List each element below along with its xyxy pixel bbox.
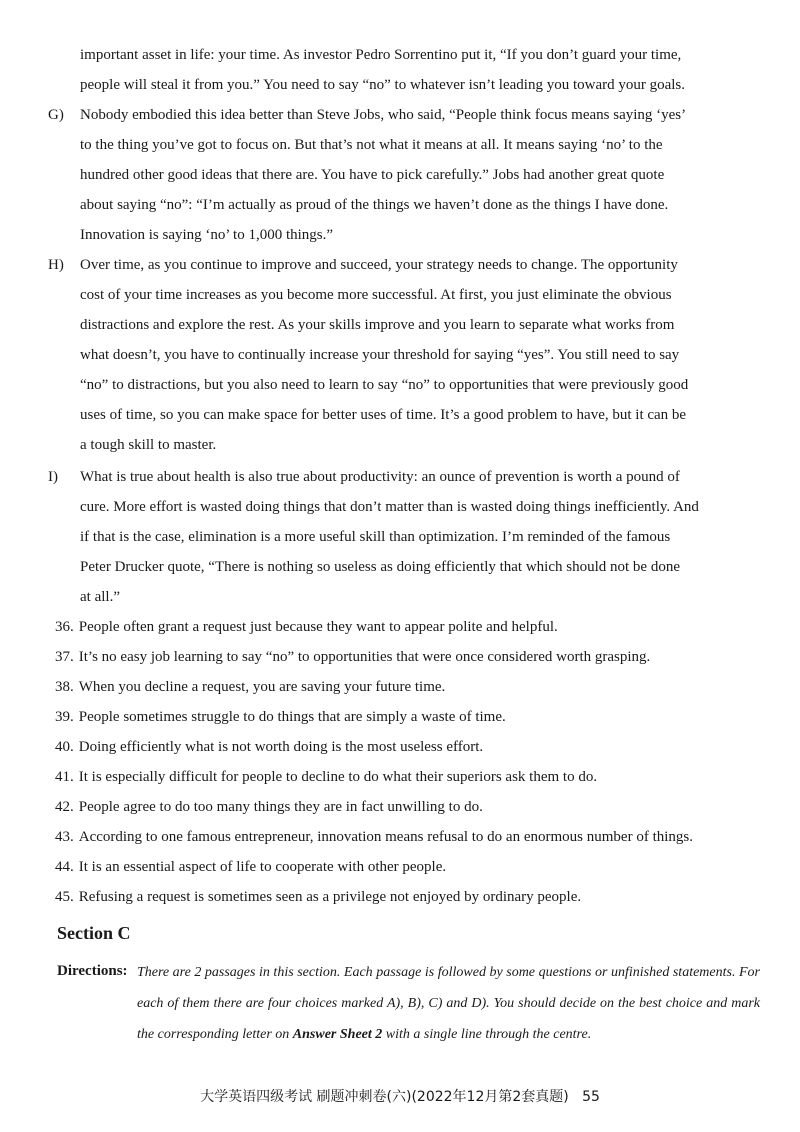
question-number: 44. <box>55 859 74 875</box>
paragraph-h <box>48 250 760 460</box>
paragraph-line: important asset in life: your time. As investor Pedro Sorrentino put it, “If you don’t guard your time, <box>80 47 682 63</box>
question-item <box>55 612 767 642</box>
page-number: 55 <box>582 1089 600 1105</box>
question-text: It’s no easy job learning to say “no” to opportunities that were once considered worth grasping. <box>78 649 651 665</box>
paragraph-line: what doesn’t, you have to continually increase your threshold for saying “yes”. You still need to say <box>80 347 680 363</box>
paragraph-line: people will steal it from you.” You need to say “no” to whatever isn’t leading you toward your goals. <box>80 77 686 93</box>
question-item <box>55 702 767 732</box>
paragraph-line: Over time, as you continue to improve and succeed, your strategy needs to change. The opportunity <box>80 257 678 273</box>
question-item <box>55 852 767 882</box>
paragraph-line: Nobody embodied this idea better than Steve Jobs, who said, “People think focus means saying ‘yes’ <box>80 107 687 123</box>
paragraph-continuation <box>48 40 760 100</box>
question-item <box>55 882 767 912</box>
paragraph-line: a tough skill to master. <box>80 437 217 453</box>
question-text: When you decline a request, you are saving your future time. <box>78 679 446 695</box>
question-item <box>55 672 767 702</box>
answer-sheet-reference: Answer Sheet 2 <box>292 1027 383 1042</box>
paragraph-line: Innovation is saying ‘no’ to 1,000 things.” <box>80 227 334 243</box>
question-number: 45. <box>55 889 74 905</box>
question-list <box>55 612 767 912</box>
question-item <box>55 762 767 792</box>
directions-text-part: There are 2 passages in this section. Each passage is followed by some questions or unfinished statements. For each of them there are four choices marked A), B), C) and D). You should decide on the best choice and mark the corresponding letter on <box>137 965 760 1042</box>
question-number: 42. <box>55 799 74 815</box>
footer-title: 大学英语四级考试 刷题冲刺卷(六)(2022年12月第2套真题) <box>200 1089 569 1105</box>
section-title: Section C <box>57 923 131 943</box>
question-number: 37. <box>55 649 74 665</box>
question-item <box>55 822 767 852</box>
paragraph-line: about saying “no”: “I’m actually as proud of the things we haven’t done as the things I have done. <box>80 197 669 213</box>
question-text: According to one famous entrepreneur, innovation means refusal to do an enormous number of things. <box>78 829 693 845</box>
question-item <box>55 792 767 822</box>
paragraph-line: to the thing you’ve got to focus on. But that’s not what it means at all. It means saying ‘no’ to the <box>80 137 663 153</box>
question-text: It is especially difficult for people to decline to do what their superiors ask them to do. <box>78 769 598 785</box>
paragraph-line: Peter Drucker quote, “There is nothing so useless as doing efficiently that which should not be done <box>80 559 680 575</box>
directions-label: Directions: <box>57 963 128 979</box>
paragraph-line: hundred other good ideas that there are. You have to pick carefully.” Jobs had another great quote <box>80 167 665 183</box>
directions-text-part: with a single line through the centre. <box>382 1027 592 1042</box>
question-text: People sometimes struggle to do things that are simply a waste of time. <box>78 709 506 725</box>
question-item <box>55 732 767 762</box>
directions-text <box>137 957 760 1050</box>
paragraph-line: cure. More effort is wasted doing things that don’t matter than is wasted doing things inefficiently. And <box>80 499 699 515</box>
question-number: 38. <box>55 679 74 695</box>
question-number: 36. <box>55 619 74 635</box>
paragraph-line: at all.” <box>80 589 120 605</box>
question-number: 40. <box>55 739 74 755</box>
question-number: 39. <box>55 709 74 725</box>
paragraph-line: “no” to distractions, but you also need to learn to say “no” to opportunities that were previously good <box>80 377 689 393</box>
paragraph-label: I) <box>48 469 58 485</box>
question-text: People agree to do too many things they are in fact unwilling to do. <box>78 799 483 815</box>
question-item <box>55 642 767 672</box>
question-text: Doing efficiently what is not worth doing is the most useless effort. <box>78 739 484 755</box>
question-text: People often grant a request just because they want to appear polite and helpful. <box>78 619 558 635</box>
paragraph-line: if that is the case, elimination is a more useful skill than optimization. I’m reminded of the famous <box>80 529 671 545</box>
paragraph-label: G) <box>48 107 64 123</box>
paragraph-g <box>48 100 760 250</box>
question-text: Refusing a request is sometimes seen as a privilege not enjoyed by ordinary people. <box>78 889 582 905</box>
paragraph-line: cost of your time increases as you become more successful. At first, you just eliminate the obvious <box>80 287 672 303</box>
paragraph-i <box>48 462 760 612</box>
question-text: It is an essential aspect of life to cooperate with other people. <box>78 859 447 875</box>
question-number: 43. <box>55 829 74 845</box>
paragraph-line: uses of time, so you can make space for better uses of time. It’s a good problem to have, but it can be <box>80 407 687 423</box>
question-number: 41. <box>55 769 74 785</box>
page-footer <box>0 1086 800 1106</box>
paragraph-line: What is true about health is also true about productivity: an ounce of prevention is worth a pound of <box>80 469 680 485</box>
paragraph-label: H) <box>48 257 64 273</box>
paragraph-line: distractions and explore the rest. As your skills improve and you learn to separate what works from <box>80 317 675 333</box>
